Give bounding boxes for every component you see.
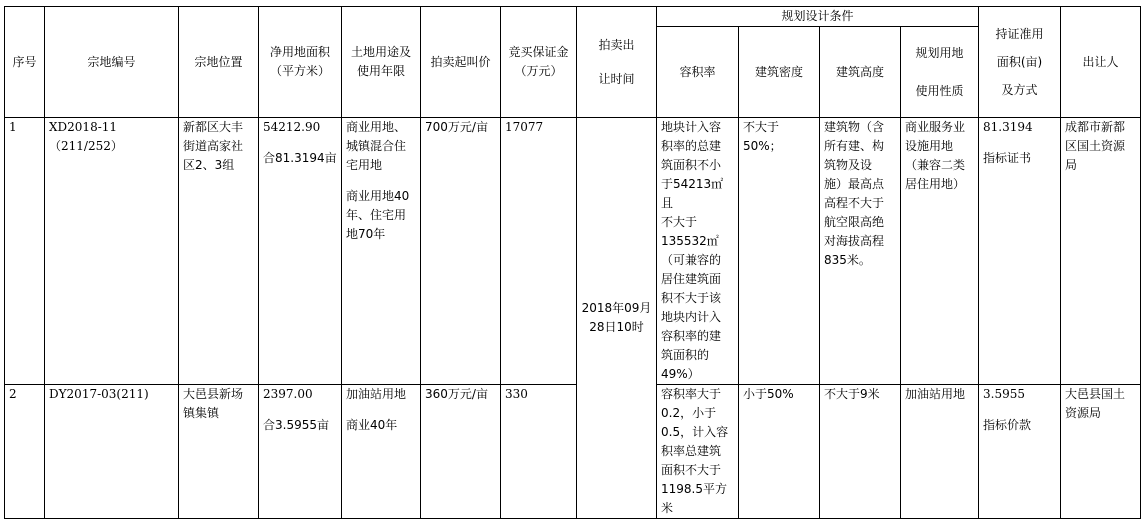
cell-height: 不大于9米 — [820, 385, 901, 519]
cell-auction-time: 2018年09月 28日10时 — [577, 118, 657, 519]
table-row — [5, 118, 1141, 385]
header-planning-group: 规划设计条件 — [657, 7, 979, 27]
header-auction-time: 拍卖出 让时间 — [577, 7, 657, 118]
cell-quota: 81.3194 指标证书 — [979, 118, 1061, 385]
cell-location: 大邑县新场 镇集镇 — [179, 385, 259, 519]
header-seq: 序号 — [5, 7, 45, 118]
header-start-price: 拍卖起叫价 — [421, 7, 501, 118]
header-quota: 持证准用 面积(亩) 及方式 — [979, 7, 1061, 118]
header-parcel-id: 宗地编号 — [45, 7, 179, 118]
cell-start-price: 700万元/亩 — [421, 118, 501, 385]
cell-quota: 3.5955 指标价款 — [979, 385, 1061, 519]
cell-deposit: 17077 — [501, 118, 577, 385]
cell-planned-use: 加油站用地 — [901, 385, 979, 519]
cell-parcel-id: XD2018-11（211/252） — [45, 118, 179, 385]
cell-deposit: 330 — [501, 385, 577, 519]
cell-land-use: 商业用地、 城镇混合住 宅用地 商业用地40 年、住宅用 地70年 — [342, 118, 421, 385]
cell-density: 不大于 50%； — [739, 118, 820, 385]
cell-far: 容积率大于 0.2，小于 0.5，计入容 积率总建筑 面积不大于 1198.5平方 米 — [657, 385, 739, 519]
header-height: 建筑高度 — [820, 27, 901, 118]
cell-parcel-id: DY2017-03(211) — [45, 385, 179, 519]
header-deposit: 竞买保证金 （万元） — [501, 7, 577, 118]
cell-far: 地块计入容 积率的总建 筑面积不小 于54213㎡且 不大于 135532㎡ （可兼容的 居住建筑面 积不大于该 地块内计入 容积率的建 筑面积的 49%） — [657, 118, 739, 385]
cell-density: 小于50% — [739, 385, 820, 519]
header-location: 宗地位置 — [179, 7, 259, 118]
cell-planned-use: 商业服务业 设施用地 （兼容二类 居住用地） — [901, 118, 979, 385]
header-density: 建筑密度 — [739, 27, 820, 118]
cell-seller: 成都市新都 区国土资源 局 — [1061, 118, 1141, 385]
header-seller: 出让人 — [1061, 7, 1141, 118]
cell-start-price: 360万元/亩 — [421, 385, 501, 519]
cell-seq: 2 — [5, 385, 45, 519]
cell-net-area: 2397.00 合3.5955亩 — [259, 385, 342, 519]
cell-location: 新都区大丰 街道高家社 区2、3组 — [179, 118, 259, 385]
cell-height: 建筑物（含 所有建、构 筑物及设 施）最高点 高程不大于 航空限高绝 对海拔高程 835米。 — [820, 118, 901, 385]
header-far: 容积率 — [657, 27, 739, 118]
cell-seq: 1 — [5, 118, 45, 385]
header-row-top — [5, 7, 1141, 27]
header-net-area: 净用地面积 （平方米） — [259, 7, 342, 118]
cell-seller: 大邑县国土 资源局 — [1061, 385, 1141, 519]
cell-net-area: 54212.90 合81.3194亩 — [259, 118, 342, 385]
header-planned-use: 规划用地 使用性质 — [901, 27, 979, 118]
header-land-use: 土地用途及 使用年限 — [342, 7, 421, 118]
table-row — [5, 385, 1141, 519]
land-auction-table — [4, 6, 1141, 519]
cell-land-use: 加油站用地 商业40年 — [342, 385, 421, 519]
